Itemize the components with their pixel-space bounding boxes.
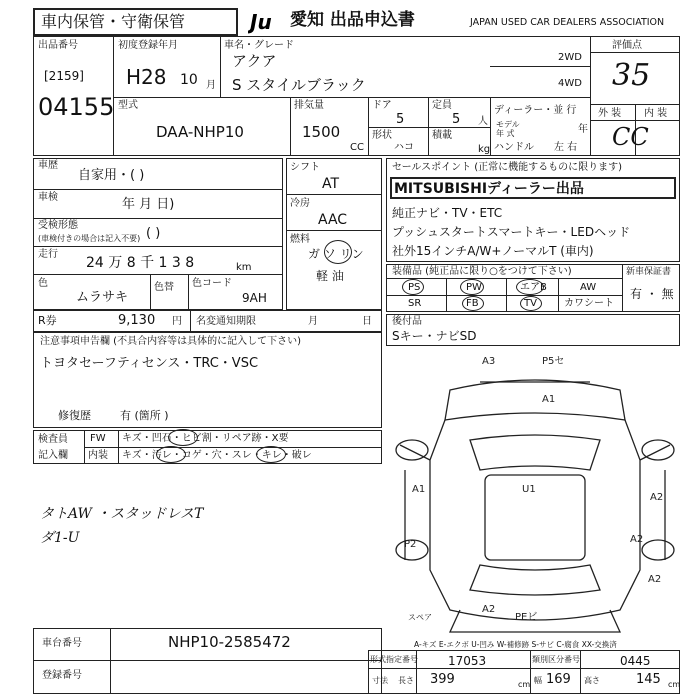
sales-line: プッシュスタートスマートキー・LEDヘッド — [392, 225, 631, 239]
circle-icon — [520, 296, 542, 311]
circle-icon — [156, 446, 186, 463]
inspector-row-items: キズ・凹石・ヒビ割・リペア跡・X要 — [122, 433, 289, 444]
fuel-value: ガ ソ リン — [308, 247, 364, 261]
first-reg-month: 10 — [180, 72, 198, 88]
shift-label: シフト — [290, 162, 320, 173]
circle-icon — [462, 296, 484, 311]
new-warranty-value: 有 ・ 無 — [630, 287, 674, 301]
mileage-label: 走行 — [38, 249, 58, 260]
inspection-label: 車検 — [38, 192, 58, 203]
damage-mark: A2 — [650, 492, 664, 503]
lot-label: 出品番号 — [38, 40, 78, 51]
equipment-item: エアB — [520, 282, 547, 293]
sales-dealer: MITSUBISHIディーラー出品 — [394, 181, 584, 197]
fuel-circle-icon — [324, 240, 352, 264]
load-label: 積載 — [432, 130, 452, 141]
rating-score: 35 — [612, 58, 651, 93]
receipt-value: ( ) — [146, 226, 161, 241]
damage-mark: P2 — [404, 539, 417, 550]
circle-icon — [516, 279, 544, 295]
capacity-label: 定員 — [432, 100, 452, 111]
type-number: 17053 — [448, 654, 487, 668]
handwritten-note-2: ダ1-U — [40, 530, 80, 546]
inspector-row-head: FW — [90, 433, 106, 444]
doors-value: 5 — [396, 112, 405, 127]
post-value: Sキー・ナビSD — [392, 329, 477, 343]
brand-logo — [248, 10, 290, 34]
shape-value: ハコ — [394, 142, 414, 153]
handle-value: 左 右 — [554, 142, 578, 153]
notice-day: 日 — [362, 316, 372, 327]
storage-banner — [33, 8, 238, 36]
circle-icon — [256, 446, 286, 463]
car-diagram — [390, 350, 680, 640]
handle-label: ハンドル — [494, 142, 534, 153]
first-reg-month-unit: 月 — [206, 80, 216, 91]
tax-unit: 円 — [172, 316, 182, 327]
damage-mark: A2 — [648, 574, 662, 585]
circle-icon — [460, 279, 484, 295]
model-value: DAA-NHP10 — [156, 123, 244, 141]
inspector-row-head: 内装 — [88, 450, 108, 461]
model-year-label: モデル — [496, 120, 520, 129]
inspector-row-items: キズ・汚レ・コゲ・穴・スレ・キレ・破レ — [122, 450, 312, 461]
repair-value: 有 (箇所 ) — [120, 409, 169, 422]
lot-code: [2159] — [44, 69, 84, 83]
rating-label: 評価点 — [612, 40, 642, 51]
damage-mark: A1 — [542, 394, 556, 405]
circle-icon — [402, 279, 424, 295]
first-reg-label: 初度登録年月 — [118, 40, 178, 51]
type-label: 形式指定番号 — [370, 655, 418, 664]
ac-label: 冷房 — [290, 198, 310, 209]
dims-label: 寸法 — [372, 676, 388, 685]
history-value: 自家用・( ) — [78, 168, 145, 183]
sales-label: セールスポイント (正常に機能するものに限ります) — [392, 162, 623, 173]
new-warranty-label: 新車保証書 — [626, 267, 672, 277]
length-value: 399 — [430, 672, 455, 687]
equipment-item: PS — [408, 282, 421, 293]
equipment-item: FB — [466, 298, 479, 309]
damage-mark: A2 — [482, 604, 496, 615]
drive-4wd: 4WD — [558, 78, 582, 89]
shape-label: 形状 — [372, 130, 392, 141]
inspector-label: 検査員 — [38, 434, 68, 445]
length-unit: cm — [518, 680, 531, 689]
capacity-unit: 人 — [478, 116, 488, 127]
mileage-unit: km — [236, 262, 252, 273]
lot-number: 04155 — [38, 93, 115, 121]
tax-value: 9,130 — [118, 313, 156, 328]
diagram-legend: A-キズ E-エクボ U-凹み W-補修跡 S-サビ C-腐食 XX-交換済 — [414, 640, 617, 649]
color-label: 色 — [38, 278, 48, 289]
fuel-alt: 軽 油 — [316, 269, 344, 283]
car-label: 車名・グレード — [224, 40, 294, 51]
repair-label: 修復歴 — [58, 409, 91, 422]
class-number: 0445 — [620, 654, 651, 668]
history-label: 車歴 — [38, 160, 58, 171]
notes-value: トヨタセーフティセンス・TRC・VSC — [40, 356, 259, 371]
capacity-value: 5 — [452, 112, 461, 127]
height-unit: cm — [668, 680, 681, 689]
damage-mark: PEビ — [515, 612, 538, 623]
equipment-item: TV — [524, 298, 537, 309]
equipment-item: AW — [580, 282, 597, 293]
post-label: 後付品 — [392, 316, 422, 327]
tax-label: R券 — [38, 314, 57, 327]
inspection-value: 年 月 日) — [122, 197, 175, 212]
damage-mark: P5セ — [542, 356, 565, 367]
damage-mark: A2 — [630, 534, 644, 545]
chassis-number: NHP10-2585472 — [168, 633, 291, 651]
chassis-label: 車台番号 — [42, 638, 82, 649]
first-reg-era: H28 — [126, 65, 167, 89]
damage-mark: A3 — [482, 356, 496, 367]
storage-text: 車内保管・守衛保管 — [41, 12, 186, 31]
ac-value: AAC — [318, 212, 348, 228]
width-label: 幅 — [534, 676, 542, 685]
handwritten-note-1: タトAW ・スタッドレスT — [40, 506, 204, 522]
rating-ext-label: 外 装 — [598, 108, 622, 119]
height-label: 高さ — [584, 676, 600, 685]
rating-int-label: 内 装 — [644, 108, 668, 119]
form-title: 愛知 出品申込書 — [290, 10, 415, 30]
year-unit: 年 — [578, 124, 588, 135]
doors-label: ドア — [372, 100, 392, 111]
svg-text:Ju: Ju — [250, 10, 272, 34]
equipment-item: PW — [466, 282, 482, 293]
equipment-label: 装備品 (純正品に限り○をつけて下さい) — [392, 266, 572, 277]
circle-icon — [168, 429, 198, 446]
displacement-unit: CC — [350, 142, 364, 153]
sales-line: 社外15インチA/W+ノーマルT (車内) — [392, 244, 594, 258]
notice-month: 月 — [308, 316, 318, 327]
association-name: JAPAN USED CAR DEALERS ASSOCIATION — [470, 17, 665, 28]
model-label: 型式 — [118, 100, 138, 111]
reg-label: 登録番号 — [42, 670, 82, 681]
car-grade: S スタイルブラック — [232, 76, 366, 94]
color-change-label: 色替 — [154, 282, 174, 293]
receipt-label: 受検形態 — [38, 220, 78, 231]
fuel-label: 燃料 — [290, 234, 310, 245]
displacement-value: 1500 — [302, 123, 341, 141]
color-value: ムラサキ — [76, 290, 129, 305]
drive-2wd: 2WD — [558, 52, 582, 63]
color-code: 9AH — [242, 291, 267, 305]
notice-label: 名変通知期限 — [196, 316, 256, 327]
top-block — [33, 36, 680, 156]
displacement-label: 排気量 — [294, 100, 324, 111]
car-name: アクア — [232, 52, 277, 70]
damage-mark: スペア — [408, 613, 432, 622]
width-value: 169 — [546, 672, 571, 687]
load-unit: kg — [478, 144, 491, 155]
class-label: 類別区分番号 — [532, 655, 580, 664]
equipment-item: カワシート — [564, 298, 614, 309]
shift-value: AT — [322, 176, 340, 192]
receipt-sub: (車検付きの場合は記入不要) — [38, 234, 141, 243]
equipment-item: SR — [408, 298, 422, 309]
sales-line: 純正ナビ・TV・ETC — [392, 206, 503, 220]
ju-logo-icon — [248, 10, 290, 34]
notes-label: 注意事項申告欄 (不具合内容等は具体的に記入して下さい) — [40, 336, 301, 347]
height-value: 145 — [636, 672, 661, 687]
sales-dealer-box — [390, 177, 676, 199]
color-code-label: 色コード — [192, 278, 232, 289]
year-label: 年 式 — [496, 129, 515, 138]
length-label: 長さ — [398, 676, 414, 685]
damage-mark: A1 — [412, 484, 426, 495]
rating-ext-int: CC — [612, 123, 649, 151]
inspector-label-2: 記入欄 — [38, 450, 68, 461]
dealer-label: ディーラー・並 行 — [494, 105, 577, 116]
damage-mark: U1 — [522, 484, 536, 495]
mileage-value: 24 万 8 千 1 3 8 — [86, 255, 195, 271]
